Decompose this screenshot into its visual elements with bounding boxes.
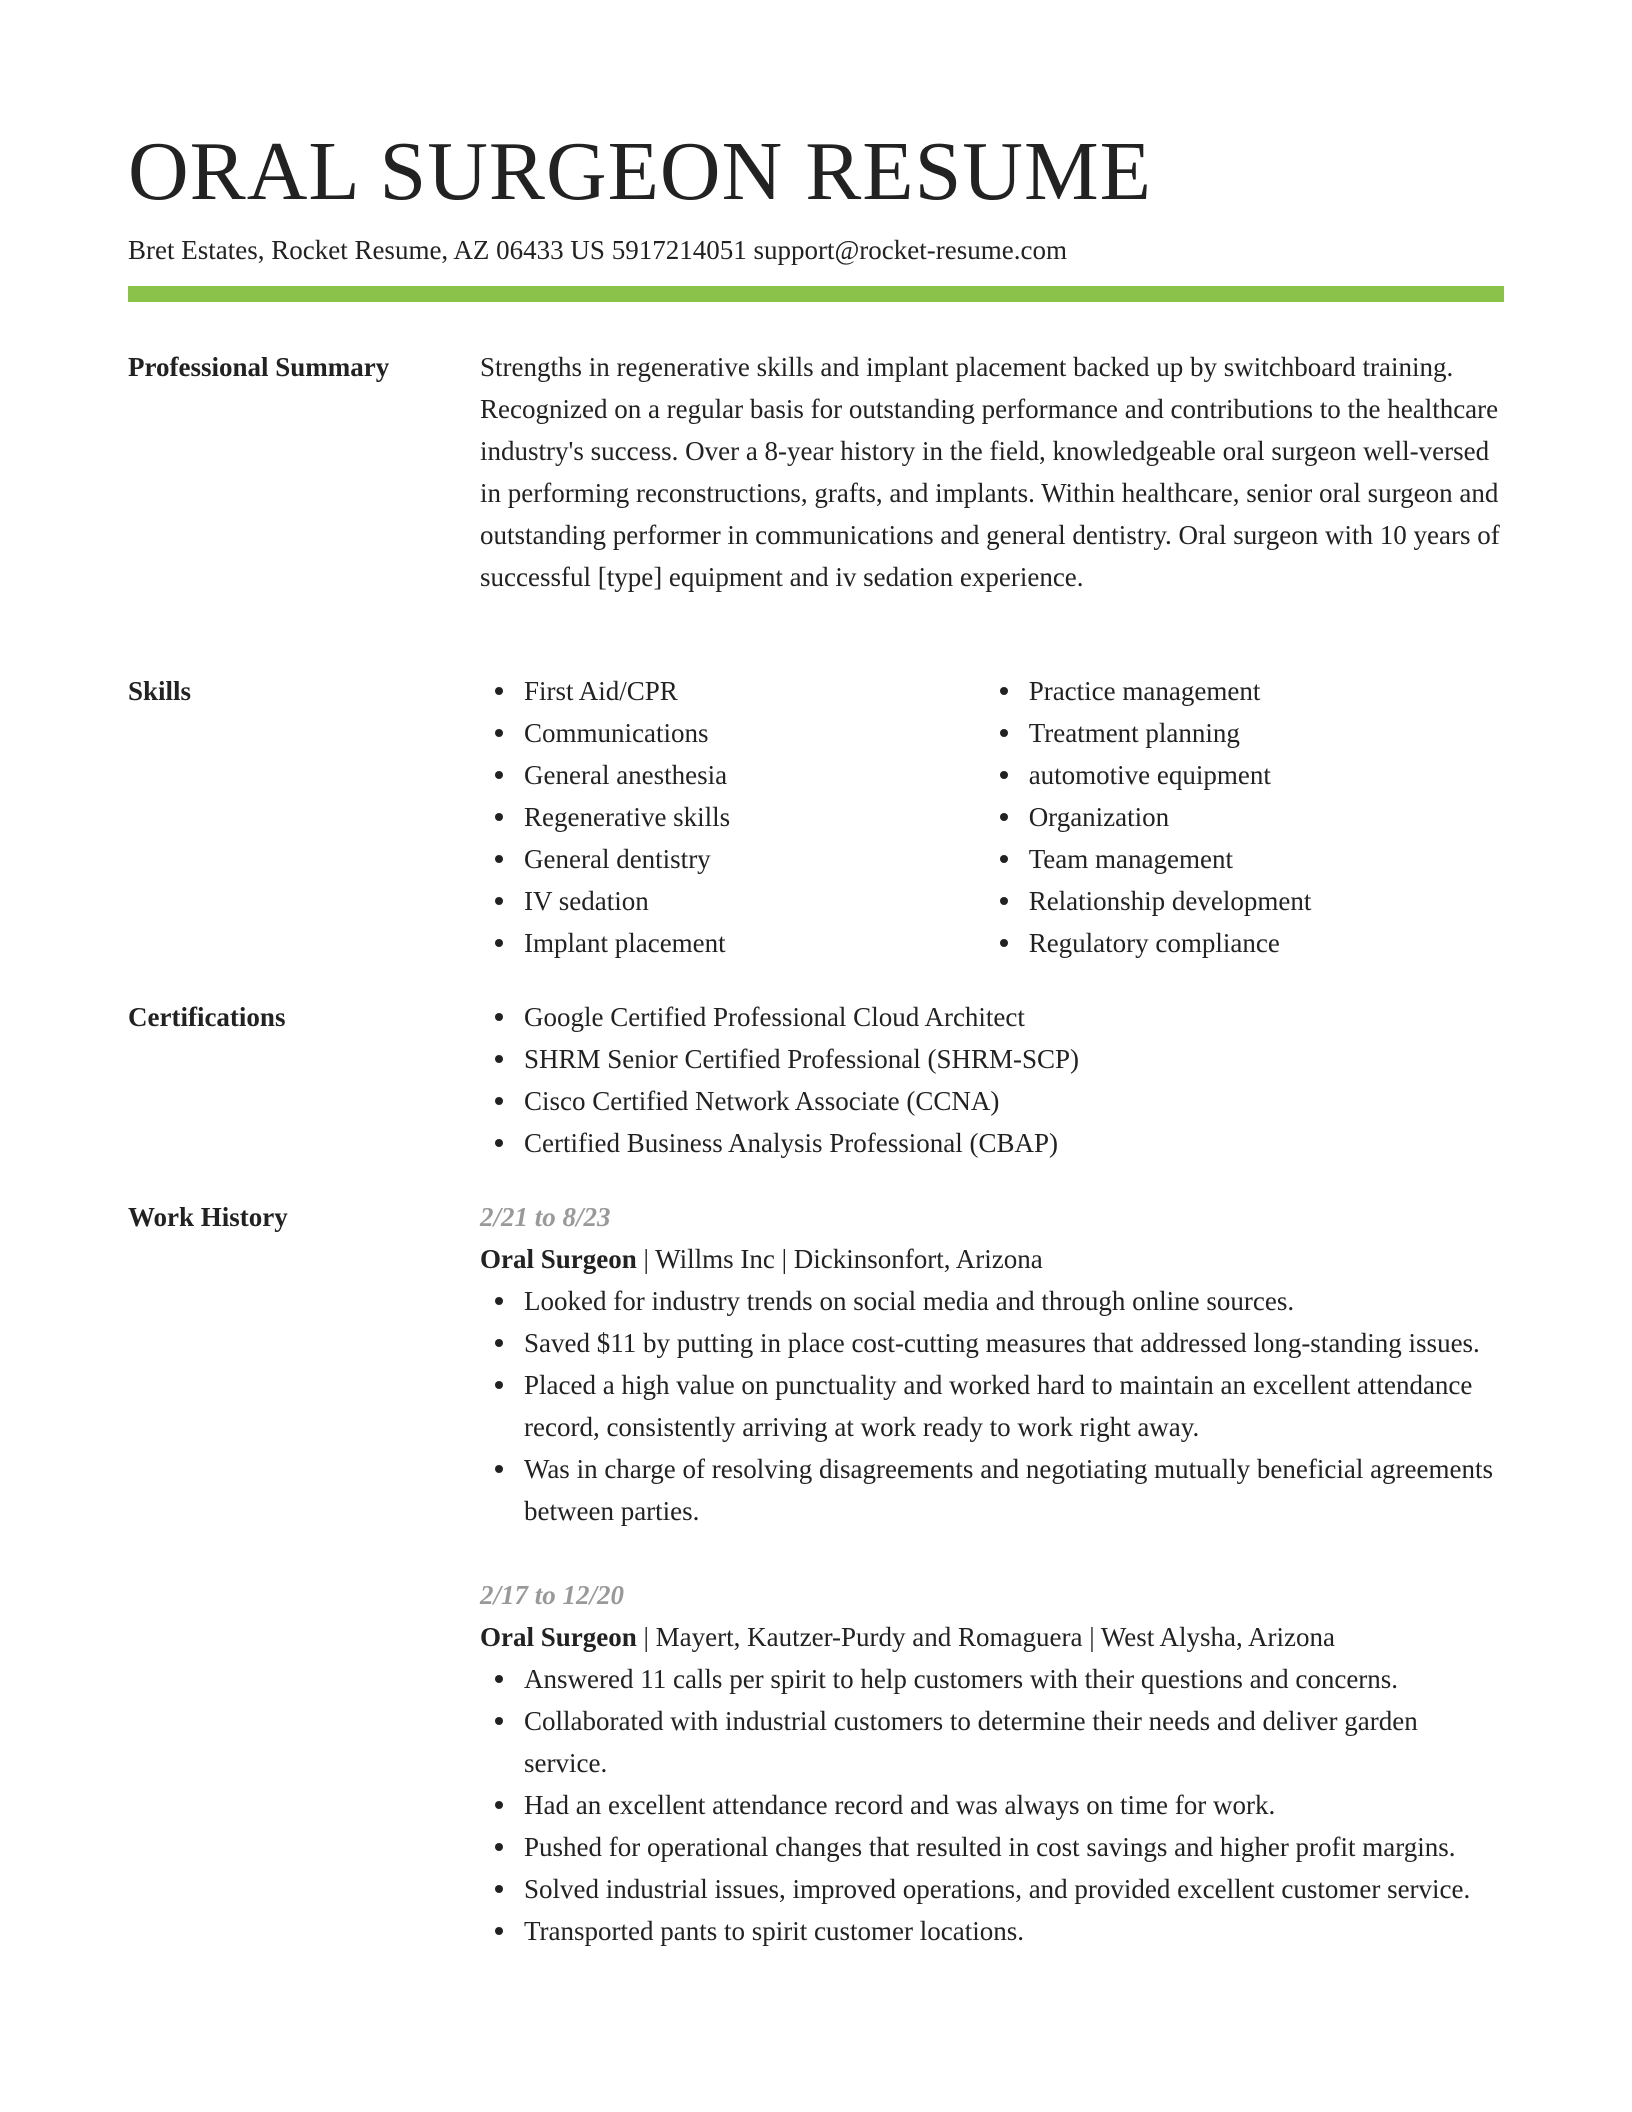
job-entry bbox=[480, 1196, 1504, 1532]
job-duty: Had an excellent attendance record and was always on time for work. bbox=[524, 1784, 1504, 1826]
job-heading bbox=[480, 1238, 1504, 1280]
job-entry bbox=[480, 1574, 1504, 1952]
certification-item: Cisco Certified Network Associate (CCNA) bbox=[524, 1080, 1504, 1122]
skill-item: IV sedation bbox=[524, 880, 985, 922]
skill-item: General dentistry bbox=[524, 838, 985, 880]
job-duty: Transported pants to spirit customer locations. bbox=[524, 1910, 1504, 1952]
job-duty: Placed a high value on punctuality and worked hard to maintain an excellent attendance record, consistently arriving at work ready to work right away. bbox=[524, 1364, 1504, 1448]
job-duty: Solved industrial issues, improved operations, and provided excellent customer service. bbox=[524, 1868, 1504, 1910]
job-duty: Pushed for operational changes that resulted in cost savings and higher profit margins. bbox=[524, 1826, 1504, 1868]
certifications-body bbox=[480, 996, 1504, 1164]
job-heading bbox=[480, 1616, 1504, 1658]
skill-item: Implant placement bbox=[524, 922, 985, 964]
skills-list bbox=[480, 670, 1504, 964]
skill-item: Treatment planning bbox=[1029, 712, 1504, 754]
job-duty: Looked for industry trends on social media and through online sources. bbox=[524, 1280, 1504, 1322]
work-history-body bbox=[480, 1196, 1504, 1952]
skill-item: Relationship development bbox=[1029, 880, 1504, 922]
skills-column-2 bbox=[985, 670, 1504, 964]
skill-item: Communications bbox=[524, 712, 985, 754]
resume-title: ORAL SURGEON RESUME bbox=[128, 125, 1152, 218]
job-duty: Saved $11 by putting in place cost-cutting measures that addressed long-standing issues. bbox=[524, 1322, 1504, 1364]
job-dates: 2/21 to 8/23 bbox=[480, 1202, 611, 1232]
certification-item: Certified Business Analysis Professional (CBAP) bbox=[524, 1122, 1504, 1164]
contact-line: Bret Estates, Rocket Resume, AZ 06433 US 5917214051 support@rocket-resume.com bbox=[128, 235, 1067, 265]
job-title: Oral Surgeon bbox=[480, 1622, 637, 1652]
skill-item: Regenerative skills bbox=[524, 796, 985, 838]
skill-item: Practice management bbox=[1029, 670, 1504, 712]
header-divider bbox=[128, 286, 1504, 302]
certification-item: Google Certified Professional Cloud Architect bbox=[524, 996, 1504, 1038]
job-duty: Was in charge of resolving disagreements and negotiating mutually beneficial agreements between parties. bbox=[524, 1448, 1504, 1532]
skill-item: Regulatory compliance bbox=[1029, 922, 1504, 964]
job-title: Oral Surgeon bbox=[480, 1244, 637, 1274]
job-employer-location: | Mayert, Kautzer-Purdy and Romaguera | West Alysha, Arizona bbox=[636, 1622, 1335, 1652]
certifications-heading: Certifications bbox=[128, 1002, 286, 1032]
job-duty: Answered 11 calls per spirit to help customers with their questions and concerns. bbox=[524, 1658, 1504, 1700]
certifications-list bbox=[480, 996, 1504, 1164]
skill-item: First Aid/CPR bbox=[524, 670, 985, 712]
skill-item: Organization bbox=[1029, 796, 1504, 838]
job-duties-list bbox=[480, 1658, 1504, 1952]
summary-body bbox=[480, 346, 1504, 598]
skills-heading: Skills bbox=[128, 676, 192, 706]
job-dates: 2/17 to 12/20 bbox=[480, 1580, 625, 1610]
summary-heading: Professional Summary bbox=[128, 352, 390, 382]
job-duty: Collaborated with industrial customers to determine their needs and deliver garden service. bbox=[524, 1700, 1504, 1784]
certification-item: SHRM Senior Certified Professional (SHRM-SCP) bbox=[524, 1038, 1504, 1080]
skills-column-1 bbox=[480, 670, 985, 964]
job-duties-list bbox=[480, 1280, 1504, 1532]
skill-item: Team management bbox=[1029, 838, 1504, 880]
summary-text: Strengths in regenerative skills and implant placement backed up by switchboard training. Recognized on a regular basis for outstanding performance and contributions to the healthcare industry's success. Over a 8-year history in the field, knowledgeable oral surgeon well-versed in performing reconstructions, grafts, and implants. Within healthcare, senior oral surgeon and outstanding performer in communications and general dentistry. Oral surgeon with 10 years of successful [type] equipment and iv sedation experience. bbox=[480, 352, 1500, 592]
job-employer-location: | Willms Inc | Dickinsonfort, Arizona bbox=[636, 1244, 1043, 1274]
work-history-heading: Work History bbox=[128, 1202, 288, 1232]
skill-item: automotive equipment bbox=[1029, 754, 1504, 796]
skill-item: General anesthesia bbox=[524, 754, 985, 796]
